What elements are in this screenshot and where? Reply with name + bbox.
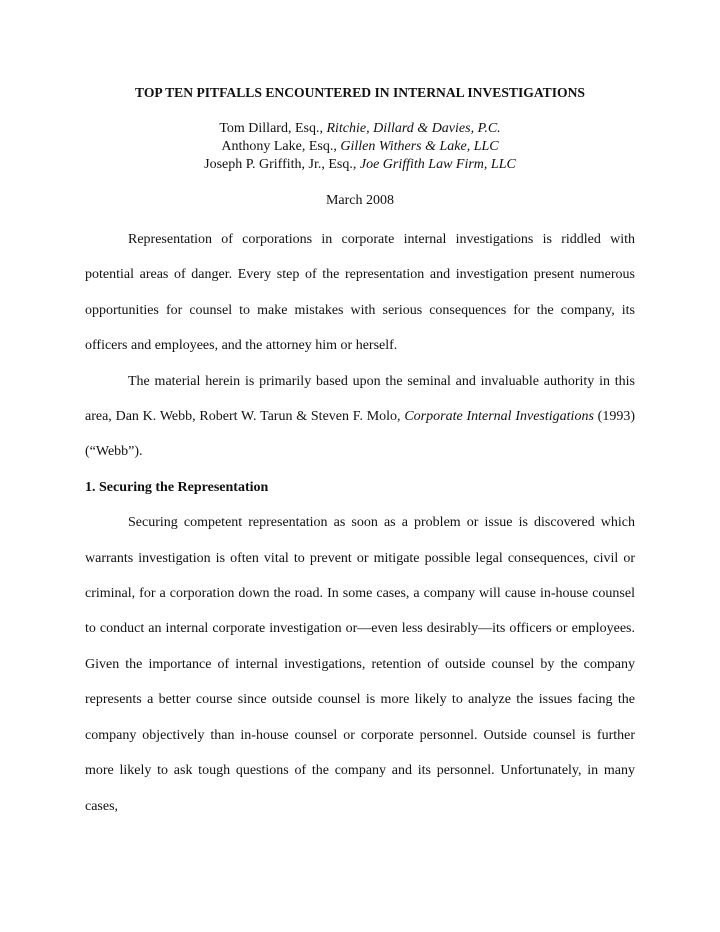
author-firm: Gillen Withers & Lake, LLC bbox=[340, 139, 499, 154]
document-title: TOP TEN PITFALLS ENCOUNTERED IN INTERNAL INVESTIGATIONS bbox=[135, 85, 585, 100]
cited-work-title: Corporate Internal Investigations bbox=[404, 409, 594, 425]
authority-citation: (1993) (“Webb”). bbox=[85, 409, 635, 460]
authority-paragraph bbox=[85, 364, 635, 470]
author-firm: Joe Griffith Law Firm, LLC bbox=[359, 157, 516, 172]
author-name: Anthony Lake, Esq., bbox=[221, 139, 341, 154]
document-body bbox=[85, 222, 635, 824]
author-line bbox=[85, 138, 635, 156]
intro-paragraph: Representation of corporations in corporate internal investigations is riddled with potential areas of danger. Every step of the representation and investigation present numerous opportunities for counsel to make mistakes with serious consequences for the company, its officers and employees, and the attorney him or herself. bbox=[85, 232, 635, 354]
authority-text: The material herein is primarily based upon the seminal and invaluable authority in this area, Dan K. Webb, Robert W. Tarun & Steven F. Molo, bbox=[85, 373, 635, 425]
author-name: Tom Dillard, Esq., bbox=[219, 121, 327, 136]
section-heading: 1. Securing the Representation bbox=[85, 479, 269, 495]
section-paragraph: Securing competent representation as soon as a problem or issue is discovered which warrants investigation is often vital to prevent or mitigate possible legal consequences, civil or criminal, for a corporation down the road. In some cases, a company will cause in-house counsel to conduct an internal corporate investigation or—even less desirably—its officers or employees. Given the importance of internal investigations, retention of outside counsel by the company represents a better course since outside counsel is more likely to analyze the issues facing the company objectively than in-house counsel or corporate personnel. Outside counsel is further more likely to ask tough questions of the company and its personnel. Unfortunately, in many cases, bbox=[85, 515, 635, 814]
author-line bbox=[85, 120, 635, 138]
author-line bbox=[85, 156, 635, 174]
document-page bbox=[85, 84, 635, 824]
author-name: Joseph P. Griffith, Jr., Esq., bbox=[204, 157, 360, 172]
document-date: March 2008 bbox=[325, 193, 395, 208]
author-block bbox=[85, 120, 635, 174]
author-firm: Ritchie, Dillard & Davies, P.C. bbox=[326, 121, 501, 136]
